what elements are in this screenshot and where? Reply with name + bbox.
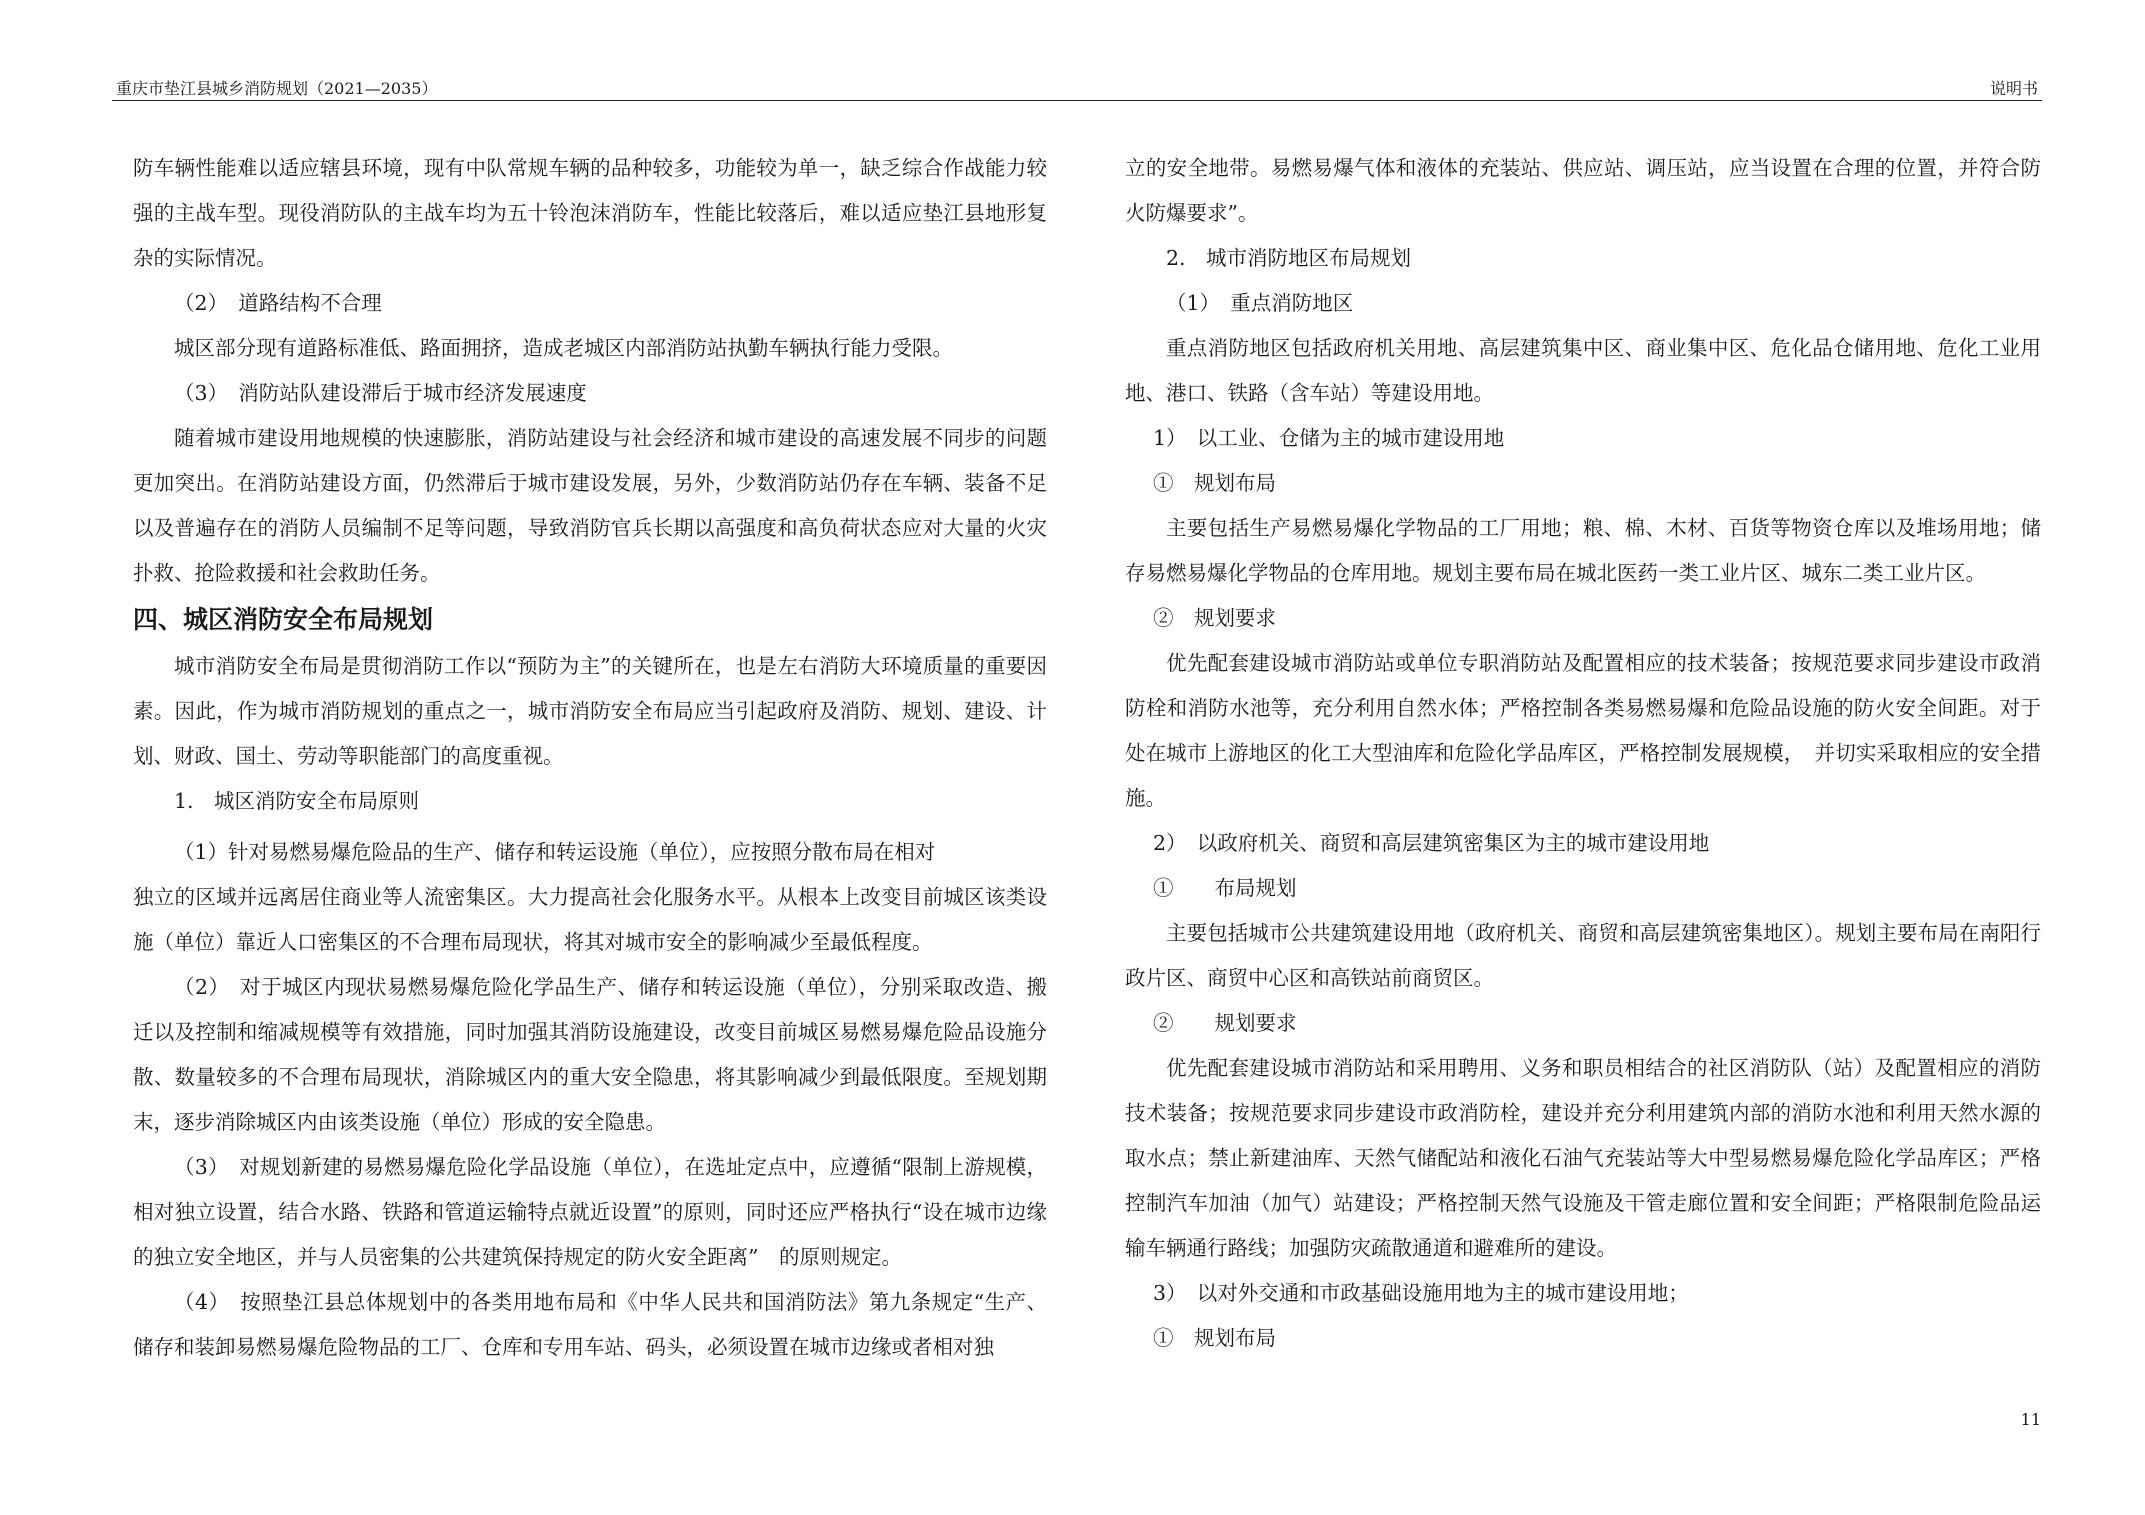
- paragraph: ② 规划要求: [1153, 1011, 1297, 1035]
- paragraph: 1. 城区消防安全布局原则: [174, 789, 420, 813]
- paragraph: 立的安全地带。易燃易爆气体和液体的充装站、供应站、调压站，应当设置在合理的位置，并符合防火防爆要求”。: [1125, 156, 2041, 225]
- paragraph: ① 规划布局: [1153, 1326, 1276, 1350]
- paragraph: 防车辆性能难以适应辖县环境，现有中队常规车辆的品种较多，功能较为单一，缺乏综合作战能力较强的主战车型。现役消防队的主战车均为五十铃泡沫消防车，性能比较落后，难以适应垫江县地形复杂的实际情况。: [133, 156, 1047, 270]
- left-column: [133, 146, 1047, 1370]
- paragraph: （4） 按照垫江县总体规划中的各类用地布局和《中华人民共和国消防法》第九条规定“生产、储存和装卸易燃易爆危险物品的工厂、仓库和专用车站、码头，必须设置在城市边缘或者相对独: [133, 1290, 1047, 1359]
- page-header: [112, 74, 2042, 101]
- paragraph: 3） 以对外交通和市政基础设施用地为主的城市建设用地；: [1153, 1281, 1689, 1305]
- page-number: 11: [2020, 1410, 2041, 1429]
- paragraph: ① 规划布局: [1153, 471, 1276, 495]
- header-doc-type: 说明书: [1989, 79, 2038, 98]
- paragraph: 主要包括生产易燃易爆化学物品的工厂用地；粮、棉、木材、百货等物资仓库以及堆场用地；储存易燃易爆化学物品的仓库用地。规划主要布局在城北医药一类工业片区、城东二类工业片区。: [1125, 516, 2041, 585]
- paragraph: 优先配套建设城市消防站或单位专职消防站及配置相应的技术装备；按规范要求同步建设市政消防栓和消防水池等，充分利用自然水体；严格控制各类易燃易爆和危险品设施的防火安全间距。对于处在城市上游地区的化工大型油库和危险化学品库区，严格控制发展规模， 并切实采取相应的安全措施。: [1125, 651, 2041, 810]
- paragraph: 优先配套建设城市消防站和采用聘用、义务和职员相结合的社区消防队（站）及配置相应的消防技术装备；按规范要求同步建设市政消防栓，建设并充分利用建筑内部的消防水池和利用天然水源的取水点；禁止新建油库、天然气储配站和液化石油气充装站等大中型易燃易爆危险化学品库区；严格控制汽车加油（加气）站建设；严格控制天然气设施及干管走廊位置和安全间距；严格限制危险品运输车辆通行路线；加强防灾疏散通道和避难所的建设。: [1125, 1056, 2041, 1260]
- paragraph: 2. 城市消防地区布局规划: [1166, 246, 1412, 270]
- header-title: 重庆市垫江县城乡消防规划（2021—2035）: [116, 79, 438, 98]
- paragraph: （3） 消防站队建设滞后于城市经济发展速度: [174, 381, 587, 405]
- paragraph: 2） 以政府机关、商贸和高层建筑密集区为主的城市建设用地: [1153, 831, 1710, 855]
- right-column: [1125, 146, 2041, 1361]
- paragraph: 城市消防安全布局是贯彻消防工作以“预防为主”的关键所在，也是左右消防大环境质量的重要因素。因此，作为城市消防规划的重点之一，城市消防安全布局应当引起政府及消防、规划、建设、计划、财政、国土、劳动等职能部门的高度重视。: [133, 654, 1047, 768]
- paragraph: 1） 以工业、仓储为主的城市建设用地: [1153, 426, 1505, 450]
- paragraph: （1）针对易燃易爆危险品的生产、储存和转运设施（单位），应按照分散布局在相对: [174, 840, 936, 864]
- paragraph: （2） 对于城区内现状易燃易爆危险化学品生产、储存和转运设施（单位），分别采取改造、搬迁以及控制和缩减规模等有效措施，同时加强其消防设施建设，改变目前城区易燃易爆危险品设施分散、数量较多的不合理布局现状，消除城区内的重大安全隐患，将其影响减少到最低限度。至规划期末，逐步消除城区内由该类设施（单位）形成的安全隐患。: [133, 975, 1047, 1134]
- paragraph: ② 规划要求: [1153, 606, 1276, 630]
- paragraph: （1） 重点消防地区: [1166, 291, 1354, 315]
- paragraph: 随着城市建设用地规模的快速膨胀，消防站建设与社会经济和城市建设的高速发展不同步的问题更加突出。在消防站建设方面，仍然滞后于城市建设发展，另外，少数消防站仍存在车辆、装备不足以及普遍存在的消防人员编制不足等问题，导致消防官兵长期以高强度和高负荷状态应对大量的火灾扑救、抢险救援和社会救助任务。: [133, 426, 1047, 585]
- paragraph: （2） 道路结构不合理: [174, 291, 382, 315]
- paragraph: （3） 对规划新建的易燃易爆危险化学品设施（单位），在选址定点中，应遵循“限制上游规模，相对独立设置，结合水路、铁路和管道运输特点就近设置”的原则，同时还应严格执行“设在城市边缘的独立安全地区，并与人员密集的公共建筑保持规定的防火安全距离” 的原则规定。: [133, 1155, 1047, 1269]
- paragraph: 城区部分现有道路标准低、路面拥挤，造成老城区内部消防站执勤车辆执行能力受限。: [174, 336, 953, 360]
- paragraph: 重点消防地区包括政府机关用地、高层建筑集中区、商业集中区、危化品仓储用地、危化工业用地、港口、铁路（含车站）等建设用地。: [1125, 336, 2041, 405]
- paragraph: 独立的区域并远离居住商业等人流密集区。大力提高社会化服务水平。从根本上改变目前城区该类设施（单位）靠近人口密集区的不合理布局现状，将其对城市安全的影响减少至最低程度。: [133, 885, 1047, 954]
- paragraph: ① 布局规划: [1153, 876, 1297, 900]
- section-heading: 四、城区消防安全布局规划: [133, 605, 434, 634]
- paragraph: 主要包括城市公共建筑建设用地（政府机关、商贸和高层建筑密集地区）。规划主要布局在南阳行政片区、商贸中心区和高铁站前商贸区。: [1125, 921, 2041, 990]
